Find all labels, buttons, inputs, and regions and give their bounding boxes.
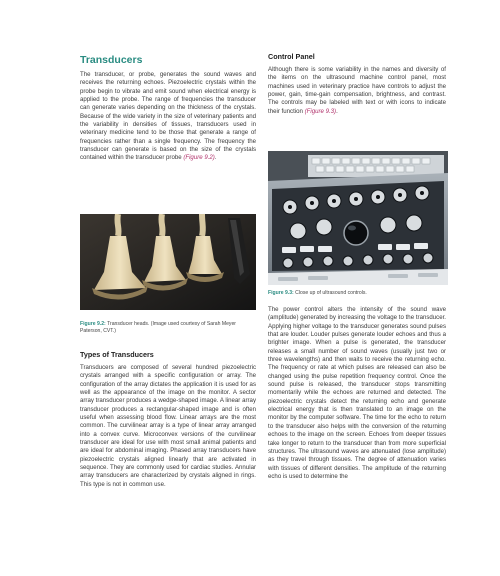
figure-9-2-label: Figure 9.2: <box>80 321 106 327</box>
ultrasound-controls-photo <box>268 151 448 285</box>
figure-9-3-label: Figure 9.3: <box>268 290 294 296</box>
transducer-heads-photo <box>80 214 256 310</box>
ultrasound-controls-illustration <box>268 151 448 285</box>
control-panel-text: Although there is some variability in the names and diversity of the items on the ultrasound machine control panel, most machines used in veterinary practice have controls to adjust the power, gain, time-gain compensation, brightness, and contrast. The controls may be labeled with text or with icons to indicate their function <box>268 66 446 115</box>
section-heading-transducers: Transducers <box>80 54 143 66</box>
figure-9-3-text: Close up of ultrasound controls. <box>293 290 367 296</box>
subheading-types-of-transducers: Types of Transducers <box>80 350 154 359</box>
control-panel-section <box>268 52 446 116</box>
section-heading-control-panel: Control Panel <box>268 52 315 61</box>
transducers-paragraph: The transducer, or probe, generates the sound waves and receives the returning echoes. Piezoelectric crystals within the probe begin to vibrate and emit sound when electrical energy is applied to the probe. The range of frequencies the transducer can generate varies depending on the thickness of the crystals. Because of the wide variety in the size of veterinary patients and the variability in densities of tissues, transducers used in veterinary medicine tend to be those that generate a range of frequencies rather than a single frequency. The frequency the transducer can generate is based on the size of the crystals contained within the transducer probe (Figure 9.2). <box>80 71 256 162</box>
transducer-heads-illustration <box>80 214 256 310</box>
figure-9-3-reference[interactable]: (Figure 9.3) <box>304 107 337 115</box>
power-control-paragraph: The power control alters the intensity of the sound wave (amplitude) generated by increasing the voltage to the transducer. Applying higher voltage to the transducer generates sound pulses that are louder. Louder pulses generate louder echoes and thus a brighter image. When a pulse is generated, the transducer releases a small number of sound waves (usually just two or three wavelengths) and then waits to receive the returning echo. The frequency or rate at which pulses are released can also be changed using the pulse repetition frequency control. Once the sound pulse is released, the transducer stops transmitting momentarily while the echoes are returned and detected. The piezoelectric crystals detect the returning echo and generate electrical energy that is then translated to an image on the monitor by the computer software. The time for the echo to return to the transducer also helps with the conversion of the returning echoes to the image on the screen. Echoes from deeper tissues take longer to return to the transducer than from more superficial structures. The ultrasound waves are attenuated (lose amplitude) as they travel through tissues. The degree of attenuation varies with tissues of different densities. The amplitude of the returning echo is used to determine the <box>268 306 446 480</box>
figure-9-3-caption <box>268 290 448 297</box>
transducers-section <box>80 52 256 163</box>
types-of-transducers-paragraph: Transducers are composed of several hundred piezoelectric crystals arranged with a specific configuration or array. The configuration of the array dictates the application it is used for as well as the appearance of the image on the monitor. A sector array transducer produces a wedge-shaped image. A linear array transducer produces a rectangular-shaped image and is often useful when assessing blood flow. Linear arrays are the most common. The curvilinear array is a type of linear array arranged into a convex curve. Microconvex versions of the curvilinear transducer are ideal for use with most small animal patients and are ideal for abdominal imaging. Phased array transducers have piezoelectric crystals aligned linearly that are activated in sequence. They are commonly used for cardiac studies. Annular array transducers are characterized by crystals aligned in rings. This type is not in common use. <box>80 364 256 488</box>
figure-9-2-caption <box>80 321 256 334</box>
figure-9-2-text: Transducer heads. (Image used courtesy of Sarah Meyer Paterson, CVT.) <box>80 321 237 334</box>
figure-9-2-reference[interactable]: (Figure 9.2) <box>183 154 215 162</box>
control-panel-paragraph: Although there is some variability in the names and diversity of the items on the ultrasound machine control panel, most machines used in veterinary practice have controls to adjust the power, gain, time-gain compensation, brightness, and contrast. The controls may be labeled with text or with icons to indicate their function (Figure 9.3). <box>268 66 446 115</box>
transducers-text: The transducer, or probe, generates the sound waves and receives the returning echoes. Piezoelectric crystals within the probe begin to vibrate and emit sound when electrical energy is applied to the probe. The range of frequencies the transducer can generate varies depending on the thickness of the crystals. Because of the wide variety in the size of veterinary patients and the variability in densities of tissues, transducers used in veterinary medicine tend to be those that generate a range of frequencies rather than a single frequency. The frequency the transducer can generate is based on the size of the crystals contained within the transducer probe <box>80 71 256 162</box>
